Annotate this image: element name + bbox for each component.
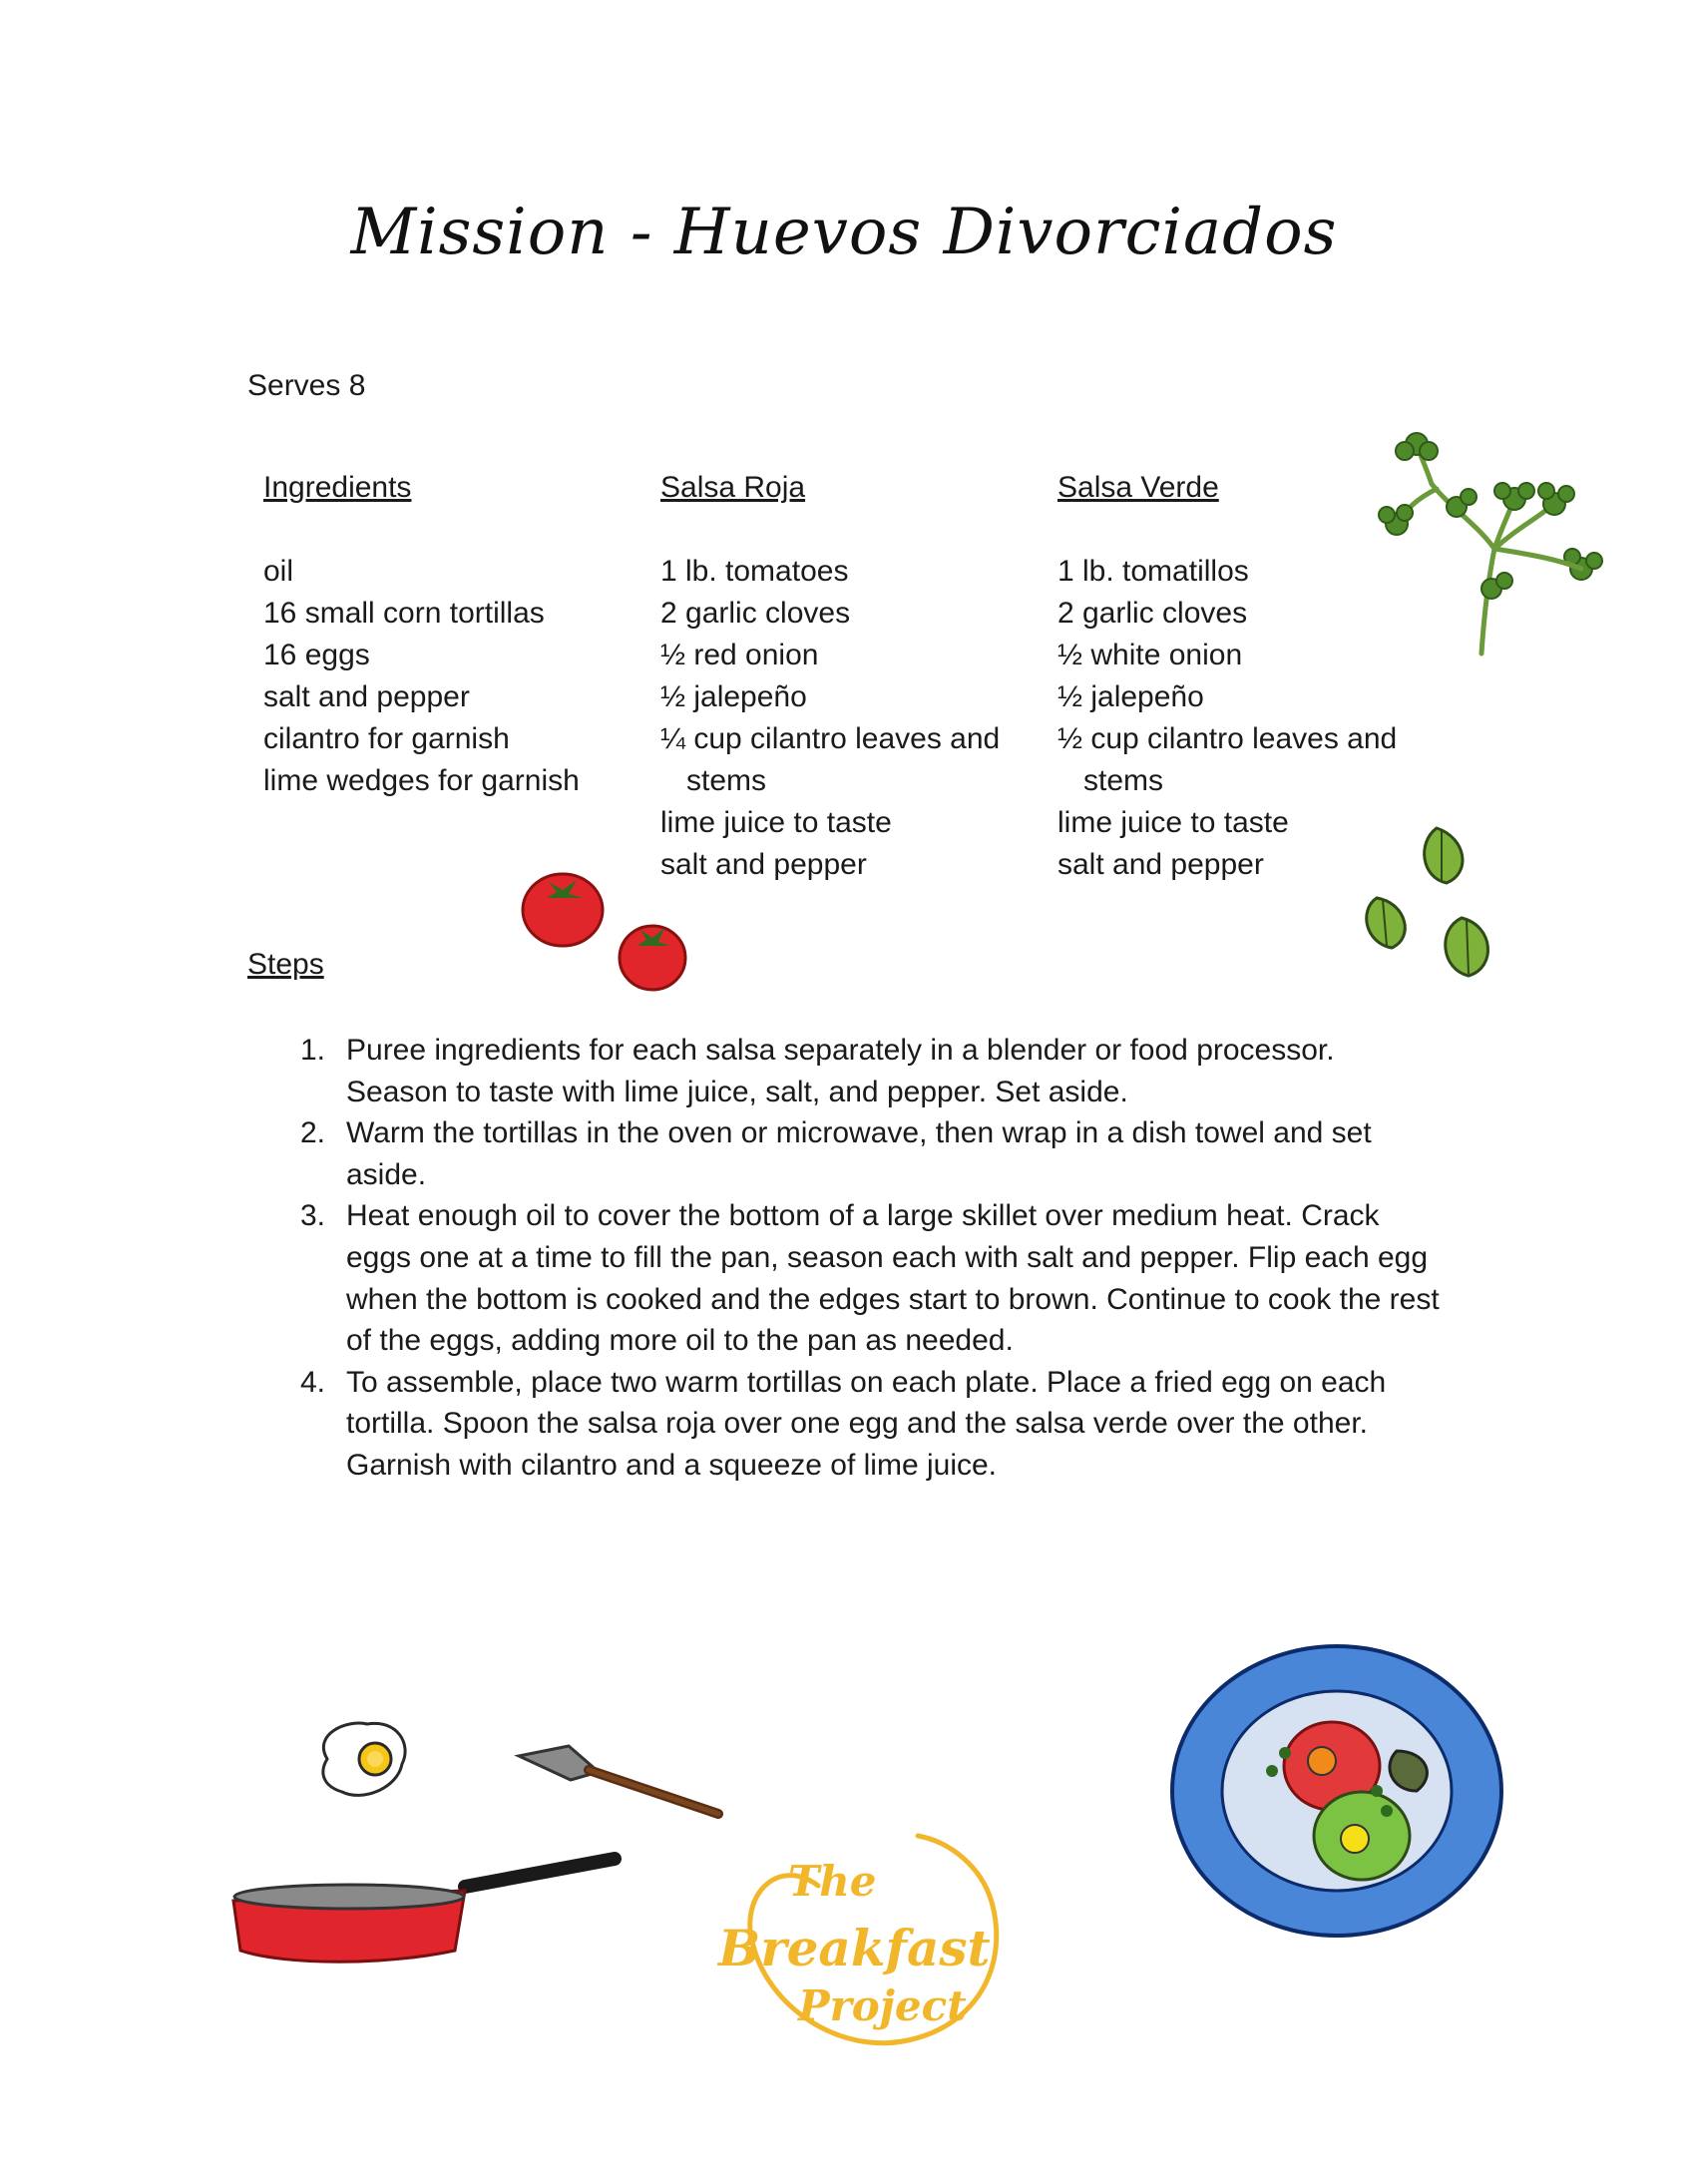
step-number: 4. xyxy=(299,1365,325,1399)
step-text: To assemble, place two warm tortillas on each plate. Place a fried egg on each tortilla. Spoon the salsa roja over one egg and the salsa verde over the other. Garnish with cilantro and a squeeze of lime juice. xyxy=(346,1365,1387,1482)
salsa-roja-item: salt and pepper xyxy=(660,848,867,881)
salsa-verde-item: ½ cup cilantro leaves and stems xyxy=(1057,722,1398,797)
ingredients-column xyxy=(263,467,623,802)
ingredient-item: lime wedges for garnish xyxy=(263,764,580,797)
step-text: Heat enough oil to cover the bottom of a large skillet over medium heat. Crack eggs one at a time to fill the pan, season each with salt and pepper. Flip each egg when the bottom is cooked and the edges start to brown. Continue to cook the rest of the eggs, adding more oil to the pan as needed. xyxy=(346,1199,1440,1358)
salsa-verde-item: 2 garlic cloves xyxy=(1057,597,1248,630)
ingredient-item: cilantro for garnish xyxy=(263,722,510,755)
salsa-verde-item: ½ white onion xyxy=(1057,639,1243,671)
frying-pan-icon xyxy=(225,1851,625,1970)
salsa-roja-item: 1 lb. tomatoes xyxy=(660,555,849,588)
step-item xyxy=(295,1030,1443,1112)
cilantro-icon xyxy=(1377,429,1616,668)
ingredient-item: salt and pepper xyxy=(263,680,470,713)
logo-line-2: Breakfast xyxy=(718,1919,991,1977)
ingredients-heading: Ingredients xyxy=(263,471,412,504)
step-number: 3. xyxy=(299,1199,325,1233)
breakfast-project-logo xyxy=(698,1816,1018,2075)
step-number: 1. xyxy=(299,1034,325,1067)
plate-icon xyxy=(1167,1641,1506,1941)
ingredient-item: 16 small corn tortillas xyxy=(263,597,545,630)
page-title: Mission - Huevos Divorciados xyxy=(350,196,1338,269)
ingredient-item: oil xyxy=(263,555,294,588)
salsa-verde-item: ½ jalepeño xyxy=(1057,680,1204,713)
salsa-roja-item: ½ jalepeño xyxy=(660,680,807,713)
logo-line-1: The xyxy=(788,1857,877,1906)
tomato-icon xyxy=(517,868,696,998)
step-item xyxy=(295,1362,1443,1487)
steps-list xyxy=(295,1030,1443,1487)
salsa-verde-heading: Salsa Verde xyxy=(1057,471,1219,504)
step-number: 2. xyxy=(299,1116,325,1150)
ingredient-item: 16 eggs xyxy=(263,639,370,671)
salsa-roja-item: lime juice to taste xyxy=(660,806,892,839)
step-text: Puree ingredients for each salsa separately in a blender or food processor. Season to taste with lime juice, salt, and pepper. Set aside. xyxy=(346,1034,1335,1108)
tomatillo-icon xyxy=(1347,818,1516,988)
fried-egg-icon xyxy=(307,1714,417,1804)
salsa-roja-heading: Salsa Roja xyxy=(660,471,806,504)
spatula-icon xyxy=(509,1736,738,1826)
serves-count: Serves 8 xyxy=(247,369,366,402)
logo-line-3: Project xyxy=(798,1981,967,2030)
salsa-verde-item: salt and pepper xyxy=(1057,848,1264,881)
salsa-verde-item: lime juice to taste xyxy=(1057,806,1289,839)
step-item xyxy=(295,1195,1443,1361)
salsa-roja-item: ¼ cup cilantro leaves and stems xyxy=(660,722,1001,797)
salsa-verde-item: 1 lb. tomatillos xyxy=(1057,555,1249,588)
step-text: Warm the tortillas in the oven or microwave, then wrap in a dish towel and set aside. xyxy=(346,1116,1372,1191)
step-item xyxy=(295,1112,1443,1195)
salsa-roja-column xyxy=(660,467,1020,886)
steps-heading: Steps xyxy=(247,948,324,981)
salsa-roja-item: ½ red onion xyxy=(660,639,819,671)
salsa-roja-item: 2 garlic cloves xyxy=(660,597,851,630)
